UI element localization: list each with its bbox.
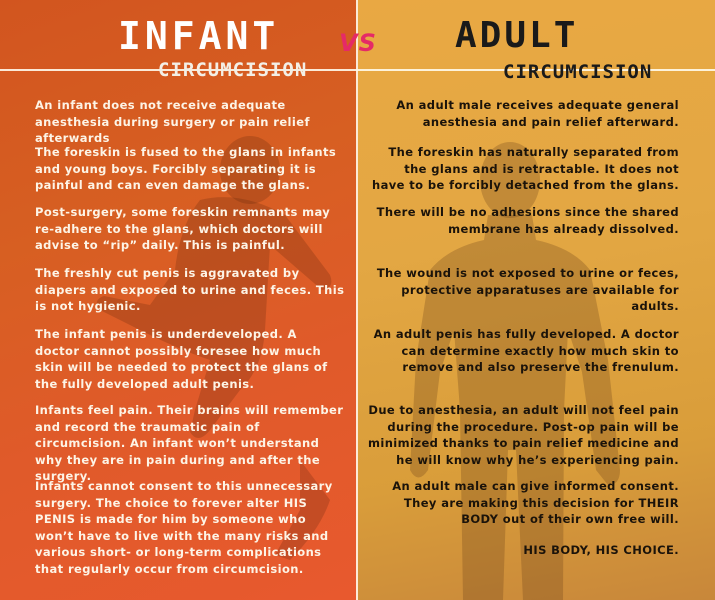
adult-title: ADULT xyxy=(455,15,579,56)
adult-point-7: An adult male can give informed consent. They are making this decision for THEIR BODY out of their own free will. xyxy=(392,479,679,526)
infant-point-3: Post-surgery, some foreskin remnants may re-adhere to the glans, which doctors will advise to “rip” daily. This is painful. xyxy=(35,205,331,252)
infant-point-7: Infants cannot consent to this unnecessary surgery. The choice to forever alter HIS PENIS is made for him by someone who won’t have to live with the many risks and various short- or long-term complications that regularly occur from circumcision. xyxy=(35,479,333,576)
infant-point-4: The freshly cut penis is aggravated by diapers and exposed to urine and feces. This is not hygienic. xyxy=(35,266,345,313)
adult-point-5: An adult penis has fully developed. A doctor can determine exactly how much skin to remove and also preserve the frenulum. xyxy=(373,327,679,374)
adult-point-2: The foreskin has naturally separated from the glans and is retractable. It does not have to be forcibly detached from the glans. xyxy=(371,145,679,192)
infant-title: INFANT xyxy=(118,14,280,58)
infant-point-5: The infant penis is underdeveloped. A doctor cannot possibly foresee how much skin will be needed to protect the glans of the fully developed adult penis. xyxy=(35,327,328,391)
infant-point-6: Infants feel pain. Their brains will remember and record the traumatic pain of circumcision. An infant won’t understand why they are in pain during and after the surgery. xyxy=(35,403,344,483)
adult-point-4: The wound is not exposed to urine or feces, protective apparatuses are available for adults. xyxy=(376,266,679,313)
adult-point-1: An adult male receives adequate general anesthesia and pain relief afterward. xyxy=(396,98,679,129)
vs-label: VS xyxy=(339,29,377,57)
infant-point-1: An infant does not receive adequate anesthesia during surgery or pain relief afterwards xyxy=(35,98,310,145)
adult-subtitle: CIRCUMCISION xyxy=(503,61,653,83)
adult-point-6: Due to anesthesia, an adult will not feel pain during the procedure. Post-op pain will be minimized thanks to pain relief medicine and he will know why he’s experiencing pain. xyxy=(367,403,679,467)
vertical-divider xyxy=(356,0,358,600)
infant-point-2: The foreskin is fused to the glans in infants and young boys. Forcibly separating it is painful and can even damage the glans. xyxy=(35,145,337,192)
infant-subtitle: CIRCUMCISION xyxy=(158,59,308,81)
adult-point-8: HIS BODY, HIS CHOICE. xyxy=(523,543,679,557)
adult-point-3: There will be no adhesions since the shared membrane has already dissolved. xyxy=(376,205,679,236)
